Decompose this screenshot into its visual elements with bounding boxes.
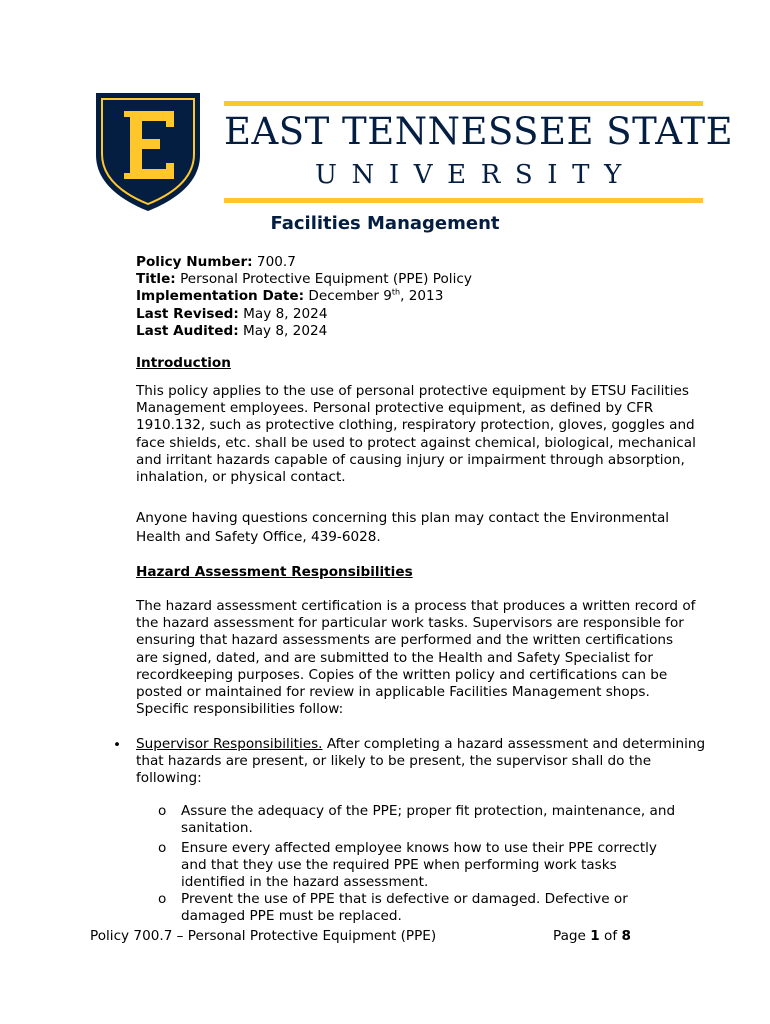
department-title: Facilities Management xyxy=(270,213,500,234)
introduction-heading: Introduction xyxy=(136,355,231,371)
supervisor-responsibilities-title: Supervisor Responsibilities. xyxy=(136,736,323,752)
audited-date: May 8, 2024 xyxy=(242,322,328,339)
contact-paragraph: Anyone having questions concerning this plan may contact the Environmental Health and Safety Office, 439-6028. xyxy=(136,510,670,545)
page-label: Page xyxy=(553,928,591,944)
policy-number-row xyxy=(136,254,472,271)
policy-title: Personal Protective Equipment (PPE) Policy xyxy=(180,271,472,288)
implementation-label: Implementation Date: xyxy=(136,288,305,305)
university-subtitle: UNIVERSITY xyxy=(315,160,636,190)
implementation-year: , 2013 xyxy=(400,288,444,305)
sub-item: Prevent the use of PPE that is defective or damaged. Defective or damaged PPE must be replaced. xyxy=(181,891,628,925)
hazard-paragraph: The hazard assessment certification is a process that produces a written record of the hazard assessment for particular work tasks. Supervisors are responsible for ensuring that hazard assessments are performed and the written certifications are signed, dated, and are submitted to the Health and Safety Specialist for recordkeeping purposes. Copies of the written policy and certifications can be posted or maintained for review in applicable Facilities Management shops. Specific responsibilities follow: xyxy=(136,598,696,718)
introduction-paragraph: This policy applies to the use of personal protective equipment by ETSU Facilities Management employees. Personal protective equipment, as defined by CFR 1910.132, such as protective clothing, respiratory protection, gloves, goggles and face shields, etc. shall be used to protect against chemical, biological, mechanical and irritant hazards capable of causing injury or impairment through absorption, inhalation, or physical contact. xyxy=(136,383,696,486)
university-name: EAST TENNESSEE STATE xyxy=(224,110,734,153)
implementation-row xyxy=(136,288,472,305)
header-rule-bottom xyxy=(224,198,703,203)
header-rule-top xyxy=(224,101,703,106)
policy-meta xyxy=(136,254,472,340)
supervisor-responsibilities-body: After completing a hazard assessment and determining that hazards are present, or likely to be present, the supervisor shall do the following: xyxy=(136,736,706,787)
sub-item: Ensure every affected employee knows how to use their PPE correctly and that they use the required PPE when performing work tasks identified in the hazard assessment. xyxy=(181,840,657,891)
title-row xyxy=(136,271,472,288)
implementation-date: December 9 xyxy=(308,288,392,305)
bullet-marker: • xyxy=(113,737,122,753)
audited-label: Last Audited: xyxy=(136,322,239,339)
page-of: of xyxy=(599,928,622,944)
sub-item-marker: o xyxy=(158,891,167,907)
sub-item: Assure the adequacy of the PPE; proper fit protection, maintenance, and sanitation. xyxy=(181,803,676,837)
footer-policy: Policy 700.7 – Personal Protective Equipment (PPE) xyxy=(90,928,437,944)
audited-row xyxy=(136,323,472,340)
revised-label: Last Revised: xyxy=(136,305,239,322)
revised-date: May 8, 2024 xyxy=(243,305,328,322)
page-current: 1 xyxy=(590,928,600,944)
page-total: 8 xyxy=(621,928,631,944)
policy-number: 700.7 xyxy=(256,254,296,270)
sub-item-marker: o xyxy=(158,840,167,856)
footer-page-number xyxy=(553,928,631,944)
hazard-heading: Hazard Assessment Responsibilities xyxy=(136,564,413,580)
policy-number-label: Policy Number: xyxy=(136,254,253,270)
etsu-shield-logo xyxy=(96,93,200,211)
title-label: Title: xyxy=(136,271,176,288)
revised-row xyxy=(136,306,472,323)
sub-item-marker: o xyxy=(158,803,167,819)
implementation-sup: th xyxy=(391,287,401,297)
supervisor-responsibilities xyxy=(136,736,708,788)
